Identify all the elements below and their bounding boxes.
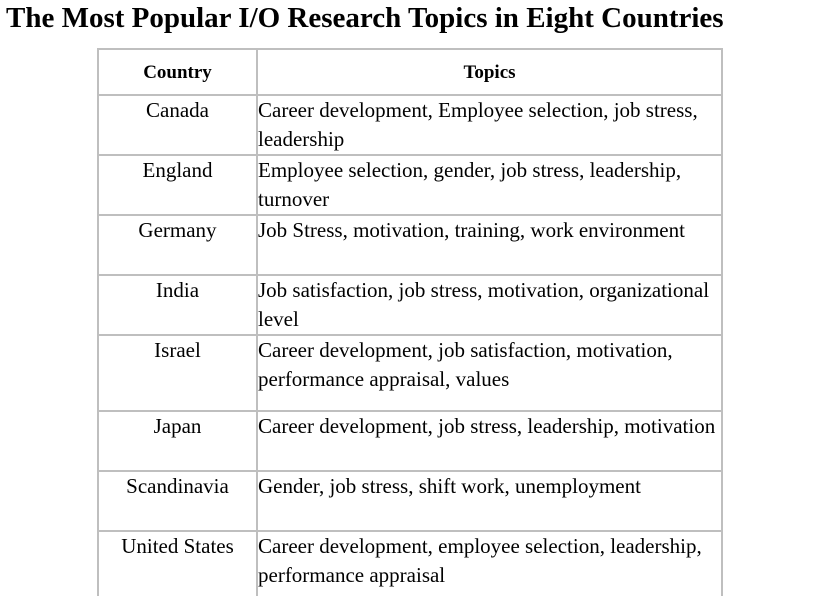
table-row <box>98 335 722 411</box>
country-cell: England <box>98 155 257 215</box>
table-row <box>98 215 722 275</box>
table-row <box>98 95 722 155</box>
table-row <box>98 411 722 471</box>
country-cell: Germany <box>98 215 257 275</box>
topics-cell: Career development, employee selection, leadership, performance appraisal <box>257 531 722 596</box>
table-row <box>98 531 722 596</box>
page-title: The Most Popular I/O Research Topics in Eight Countries <box>6 2 724 34</box>
topics-cell: Employee selection, gender, job stress, leadership, turnover <box>257 155 722 215</box>
topics-cell: Career development, job stress, leadership, motivation <box>257 411 722 471</box>
table-row <box>98 275 722 335</box>
table-row <box>98 155 722 215</box>
topics-cell: Gender, job stress, shift work, unemployment <box>257 471 722 531</box>
column-header-topics: Topics <box>257 49 722 95</box>
table-header-row <box>98 49 722 95</box>
country-cell: India <box>98 275 257 335</box>
research-topics-table <box>97 48 723 596</box>
column-header-country: Country <box>98 49 257 95</box>
country-cell: United States <box>98 531 257 596</box>
country-cell: Scandinavia <box>98 471 257 531</box>
country-cell: Canada <box>98 95 257 155</box>
topics-cell: Career development, Employee selection, job stress, leadership <box>257 95 722 155</box>
topics-cell: Job satisfaction, job stress, motivation, organizational level <box>257 275 722 335</box>
table-row <box>98 471 722 531</box>
country-cell: Japan <box>98 411 257 471</box>
topics-cell: Career development, job satisfaction, motivation, performance appraisal, values <box>257 335 722 411</box>
topics-cell: Job Stress, motivation, training, work environment <box>257 215 722 275</box>
country-cell: Israel <box>98 335 257 411</box>
